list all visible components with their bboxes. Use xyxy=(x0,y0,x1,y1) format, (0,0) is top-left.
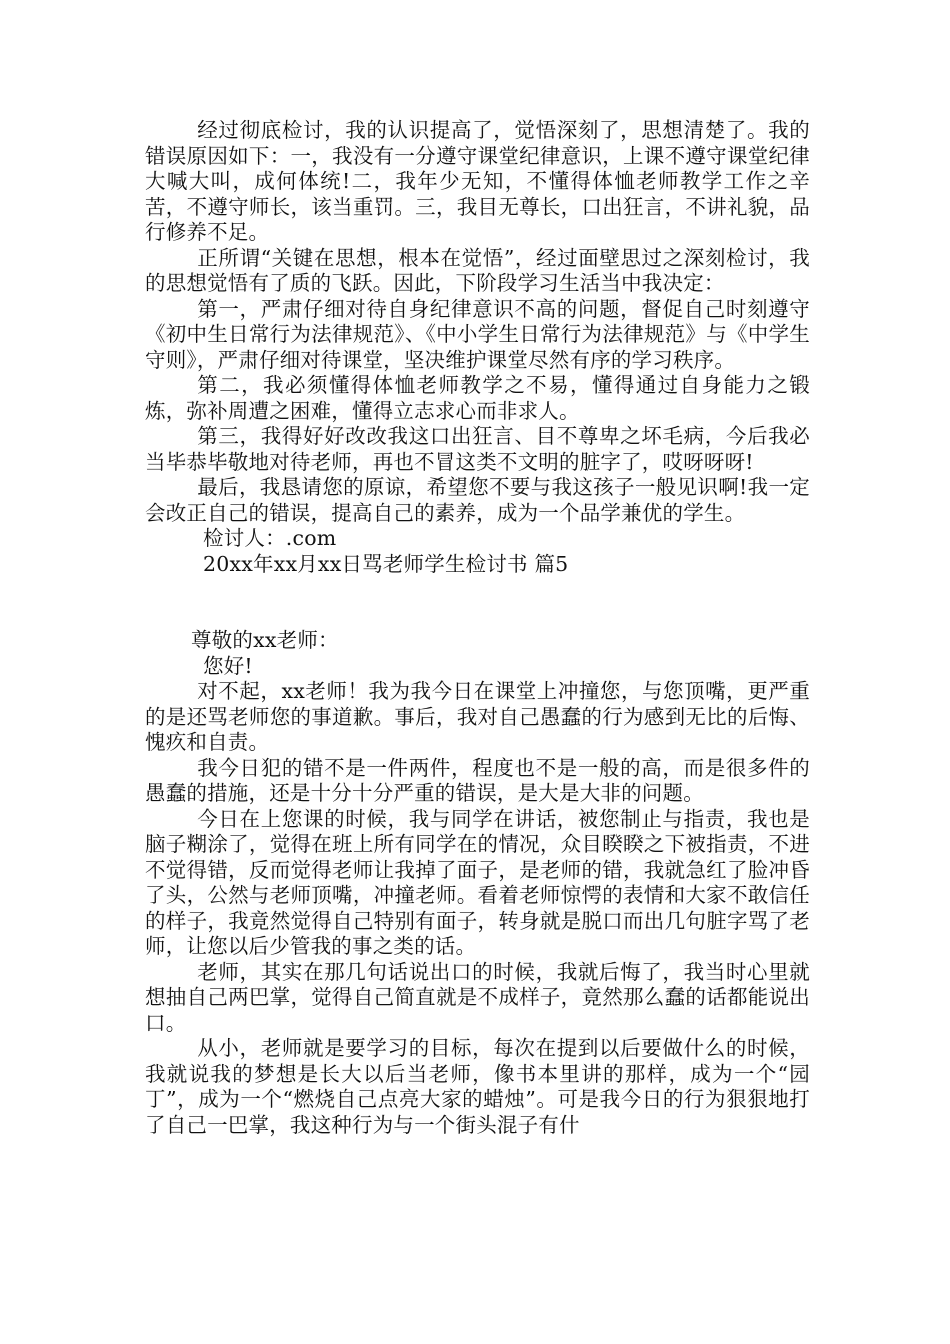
paragraph: 经过彻底检讨，我的认识提高了，觉悟深刻了，思想清楚了。我的错误原因如下：一，我没有一分遵守课堂纪律意识，上课不遵守课堂纪律大喊大叫，成何体统!二，我年少无知，不懂得体恤老师教学工作之辛苦，不遵守师长，该当重罚。三，我目无尊长，口出狂言，不讲礼貌，品行修养不足。 xyxy=(145,118,810,244)
signature-line: 检讨人：.com xyxy=(203,526,337,550)
salutation: 尊敬的xx老师： xyxy=(191,628,339,652)
greeting-line: 您好! xyxy=(203,653,253,678)
paragraph: 第三，我得好好改改我这口出狂言、目不尊卑之坏毛病，今后我必当毕恭毕敬地对待老师，再也不冒这类不文明的脏字了，哎呀呀呀! xyxy=(145,424,810,474)
paragraph: 今日在上您课的时候，我与同学在讲话，被您制止与指责，我也是脑子糊涂了，觉得在班上所有同学在的情况，众目睽睽之下被指责，不进不觉得错，反而觉得老师让我掉了面子，是老师的错，我就急红了脸冲昏了头，公然与老师顶嘴，冲撞老师。看着老师惊愕的表情和大家不敢信任的样子，我竟然觉得自己特别有面子，转身就是脱口而出几句脏字骂了老师，让您以后少管我的事之类的话。 xyxy=(145,806,810,958)
document-body xyxy=(145,118,810,1138)
paragraph: 老师，其实在那几句话说出口的时候，我就后悔了，我当时心里就想抽自己两巴掌，觉得自己简直就是不成样子，竟然那么蠢的话都能说出口。 xyxy=(145,959,810,1035)
paragraph: 第二，我必须懂得体恤老师教学之不易，懂得通过自身能力之锻炼，弥补周遭之困难，懂得立志求心而非求人。 xyxy=(145,373,810,423)
paragraph: 对不起，xx老师！我为我今日在课堂上冲撞您，与您顶嘴，更严重的是还骂老师您的事道歉。事后，我对自己愚蠢的行为感到无比的后悔、愧疚和自责。 xyxy=(145,679,810,754)
paragraph: 正所谓“关键在思想，根本在觉悟”，经过面壁思过之深刻检讨，我的思想觉悟有了质的飞跃。因此，下阶段学习生活当中我决定： xyxy=(145,245,810,295)
paragraph: 我今日犯的错不是一件两件，程度也不是一般的高，而是很多件的愚蠢的措施，还是十分十分严重的错误，是大是大非的问题。 xyxy=(145,755,810,805)
paragraph: 第一，严肃仔细对待自身纪律意识不高的问题，督促自己时刻遵守《初中生日常行为法律规范》、《中小学生日常行为法律规范》与《中学生守则》，严肃仔细对待课堂，坚决维护课堂尽然有序的学习秩序。 xyxy=(145,296,810,372)
paragraph: 最后，我恳请您的原谅，希望您不要与我这孩子一般见识啊!我一定会改正自己的错误，提高自己的素养，成为一个品学兼优的学生。 xyxy=(145,475,810,525)
section-title: 20xx年xx月xx日骂老师学生检讨书 篇5 xyxy=(203,551,569,576)
paragraph: 从小，老师就是要学习的目标，每次在提到以后要做什么的时候，我就说我的梦想是长大以后当老师，像书本里讲的那样，成为一个“园丁”，成为一个“燃烧自己点亮大家的蜡烛”。可是我今日的行为狠狠地打了自己一巴掌，我这种行为与一个街头混子有什 xyxy=(145,1036,810,1137)
blank-space xyxy=(145,577,810,628)
